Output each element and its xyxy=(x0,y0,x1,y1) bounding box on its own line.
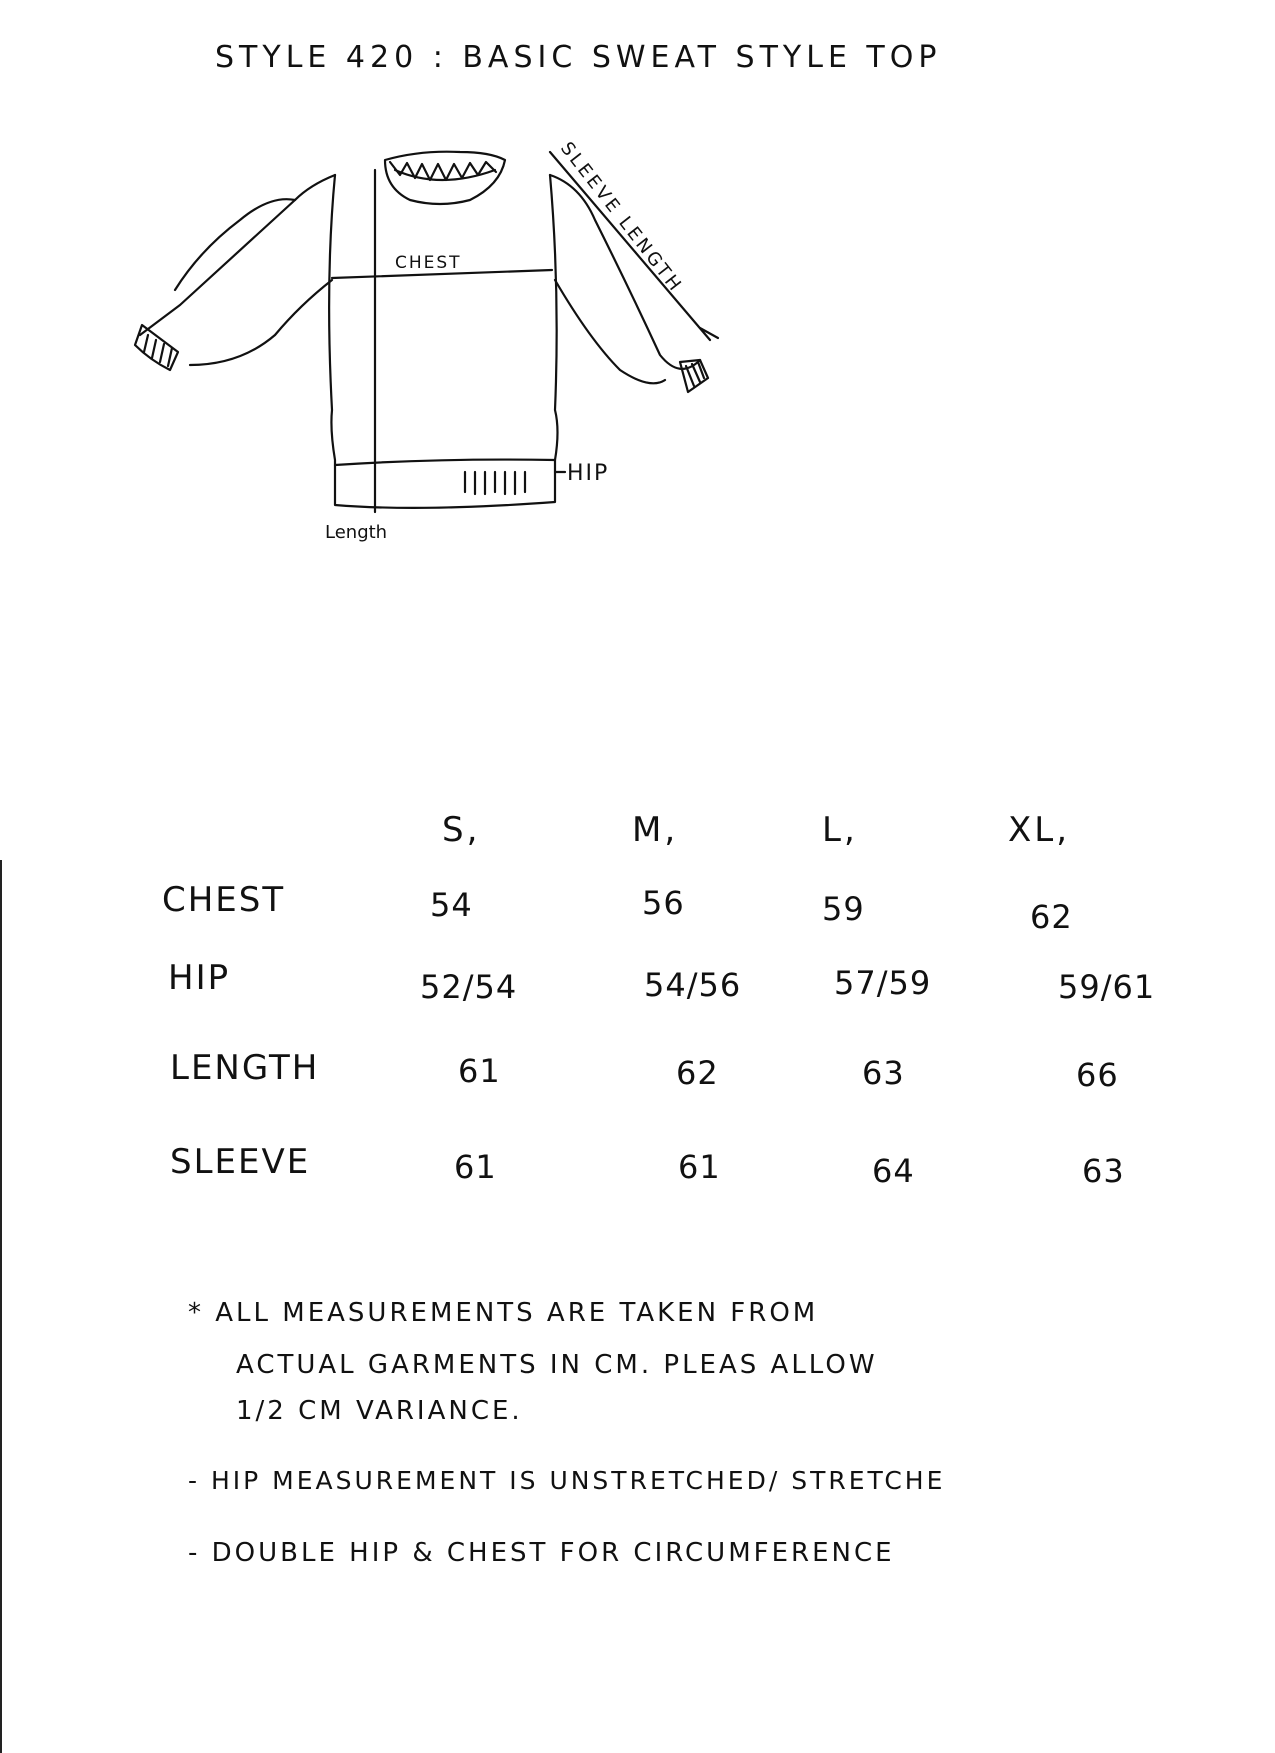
note-asterisk-line-3: 1/2 CM VARIANCE. xyxy=(236,1396,523,1426)
cell-chest-l: 59 xyxy=(822,890,865,928)
row-head-hip: HIP xyxy=(168,958,231,998)
row-head-length: LENGTH xyxy=(170,1048,320,1088)
cell-length-s: 61 xyxy=(458,1052,501,1090)
cell-sleeve-l: 64 xyxy=(872,1152,915,1190)
cell-hip-xl: 59/61 xyxy=(1058,968,1156,1006)
cell-chest-xl: 62 xyxy=(1030,898,1073,936)
col-head-l: L, xyxy=(822,810,858,850)
cell-sleeve-xl: 63 xyxy=(1082,1152,1125,1190)
note-hip: - HIP MEASUREMENT IS UNSTRETCHED/ STRETCHE xyxy=(188,1466,946,1495)
length-label: Length xyxy=(325,522,388,543)
left-sleeve xyxy=(140,175,335,335)
row-head-chest: CHEST xyxy=(162,880,286,920)
note-double: - DOUBLE HIP & CHEST FOR CIRCUMFERENCE xyxy=(188,1538,895,1568)
sweater-sketch xyxy=(120,130,780,550)
hem-band xyxy=(335,460,555,465)
cell-hip-s: 52/54 xyxy=(420,968,518,1006)
col-head-m: M, xyxy=(632,810,679,850)
sleeve-length-label: SLEEVE LENGTH xyxy=(556,138,687,298)
cell-hip-m: 54/56 xyxy=(644,966,742,1004)
cell-sleeve-s: 61 xyxy=(454,1148,497,1186)
cell-hip-l: 57/59 xyxy=(834,964,932,1002)
cell-length-l: 63 xyxy=(862,1054,905,1092)
cell-chest-m: 56 xyxy=(642,884,685,922)
chest-label: CHEST xyxy=(395,253,462,273)
row-head-sleeve: SLEEVE xyxy=(170,1142,311,1182)
note-asterisk-line-2: ACTUAL GARMENTS IN CM. PLEAS ALLOW xyxy=(236,1350,878,1380)
page-title: STYLE 420 : BASIC SWEAT STYLE TOP xyxy=(215,40,942,75)
cell-chest-s: 54 xyxy=(430,886,473,924)
sweater-diagram xyxy=(120,130,780,550)
cell-length-xl: 66 xyxy=(1076,1056,1119,1094)
cell-sleeve-m: 61 xyxy=(678,1148,721,1186)
note-asterisk-line-1: * ALL MEASUREMENTS ARE TAKEN FROM xyxy=(188,1298,819,1328)
cell-length-m: 62 xyxy=(676,1054,719,1092)
col-head-xl: XL, xyxy=(1008,810,1071,850)
scan-edge-line xyxy=(0,860,2,1753)
col-head-s: S, xyxy=(442,810,481,850)
hip-label: HIP xyxy=(567,461,610,486)
body-outline xyxy=(329,175,557,508)
